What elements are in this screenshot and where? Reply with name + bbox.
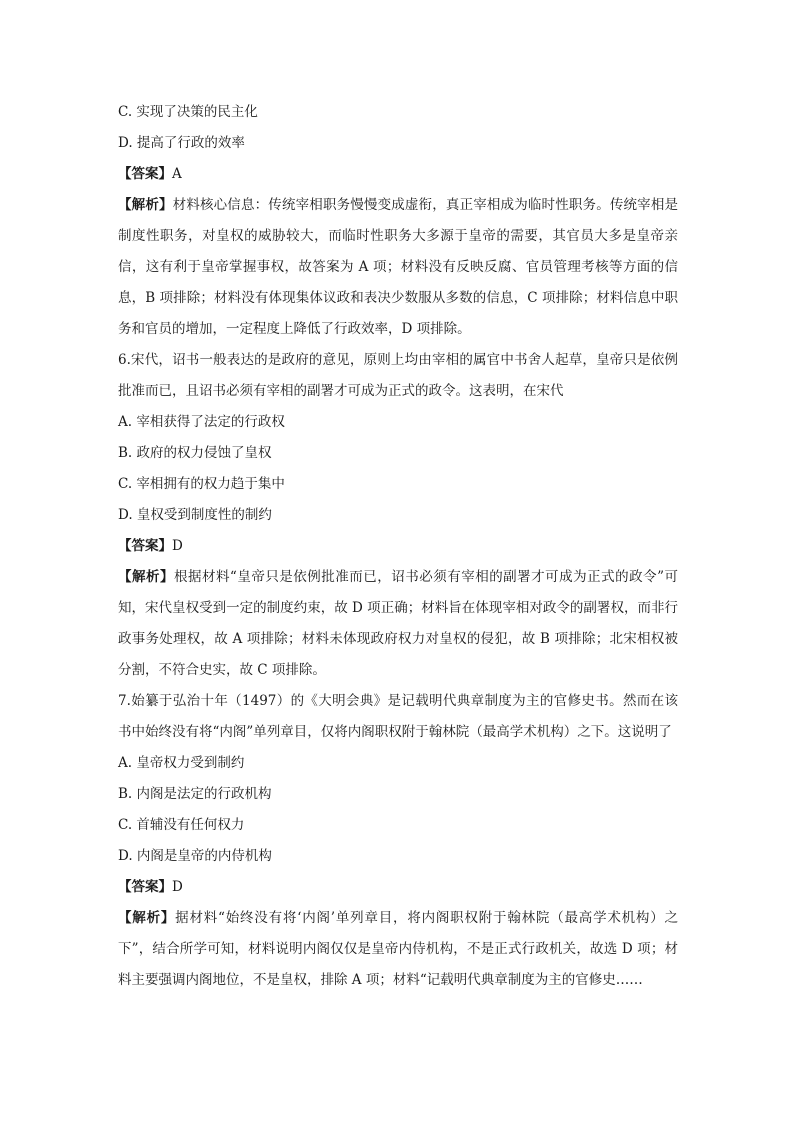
answer-value: A: [172, 166, 182, 182]
q7-option-c: C. 首辅没有任何权力: [118, 817, 245, 833]
q7-option-a: A. 皇帝权力受到制约: [118, 755, 245, 771]
q6-answer: [118, 531, 678, 562]
q5-answer: [118, 159, 678, 190]
analysis-text: 材料核心信息：传统宰相职务慢慢变成虚衔，真正宰相成为临时性职务。传统宰相是制度性职务，对皇权的威胁较大，而临时性职务大多源于皇帝的需要，其官员大多是皇帝亲信，这有利于皇帝掌握事权，故答案为 A 项；材料没有反映反腐、官员管理考核等方面的信息，B 项排除；材料没有体现集体议政和表决少数服从多数的信息，C 项排除；材料信息中职务和官员的增加，一定程度上降低了行政效率，D 项排除。: [118, 197, 679, 337]
q5-option-d: D. 提高了行政的效率: [118, 135, 245, 151]
answer-tag: 【答案】: [118, 879, 172, 895]
analysis-tag: 【解析】: [118, 197, 173, 213]
analysis-tag: 【解析】: [118, 569, 174, 585]
q6-option-b: B. 政府的权力侵蚀了皇权: [118, 445, 272, 461]
answer-tag: 【答案】: [118, 538, 172, 554]
document-page: [118, 97, 678, 996]
q7-answer: [118, 872, 678, 903]
analysis-text: 据材料“始终没有将‘内阁’单列章目，将内阁职权附于翰林院（最高学术机构）之下”，结合所学可知，材料说明内阁仅仅是皇帝内侍机构，不是正式行政机关，故选 D 项；材料主要强调内阁地位，不是皇权，排除 A 项；材料“记载明代典章制度为主的官修史……: [118, 910, 679, 988]
analysis-tag: 【解析】: [118, 910, 176, 926]
answer-value: D: [172, 538, 183, 554]
q6-stem: 6.宋代，诏书一般表达的是政府的意见，原则上均由宰相的属官中书舍人起草，皇帝只是依例批准而已，且诏书必须有宰相的副署才可成为正式的政令。这表明，在宋代: [118, 352, 678, 399]
q7-stem: 7.始纂于弘治十年（1497）的《大明会典》是记载明代典章制度为主的官修史书。然而在该书中始终没有将“内阁”单列章目，仅将内阁职权附于翰林院（最高学术机构）之下。这说明了: [118, 693, 678, 740]
q5-option-c: C. 实现了决策的民主化: [118, 104, 258, 120]
q7-option-d: D. 内阁是皇帝的内侍机构: [118, 848, 272, 864]
q6-option-a: A. 宰相获得了法定的行政权: [118, 414, 285, 430]
q6-option-c: C. 宰相拥有的权力趋于集中: [118, 476, 285, 492]
analysis-text: 根据材料“皇帝只是依例批准而已，诏书必须有宰相的副署才可成为正式的政令”可知，宋代皇权受到一定的制度约束，故 D 项正确；材料旨在体现宰相对政令的副署权，而非行政事务处理权，故 A 项排除；材料未体现政府权力对皇权的侵犯，故 B 项排除；北宋相权被分割，不符合史实，故 C 项排除。: [118, 569, 678, 678]
q5-analysis: [118, 190, 678, 345]
answer-value: D: [172, 879, 183, 895]
q6-analysis: [118, 562, 678, 686]
q7-analysis: [118, 903, 678, 996]
q6-option-d: D. 皇权受到制度性的制约: [118, 507, 272, 523]
q7-option-b: B. 内阁是法定的行政机构: [118, 786, 272, 802]
answer-tag: 【答案】: [118, 166, 172, 182]
